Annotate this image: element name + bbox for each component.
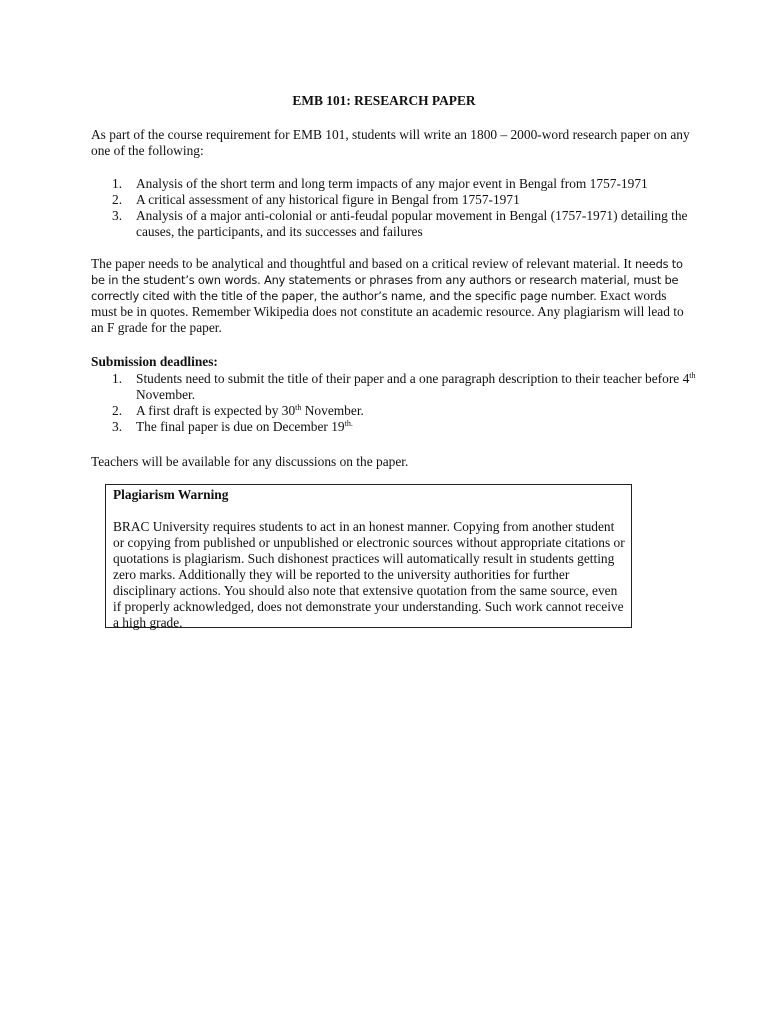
list-number: 2.: [112, 403, 123, 418]
requirements-paragraph: [91, 256, 691, 336]
list-number: 2.: [112, 192, 123, 207]
list-item: [112, 192, 712, 208]
list-number: 1.: [112, 371, 123, 386]
requirements-text-part-3: Exact words must be in quotes. Remember Wikipedia does not constitute an academic resource. Any plagiarism will lead to an F grade for the paper.: [91, 288, 684, 335]
list-number: 3.: [112, 419, 123, 434]
topic-list: [112, 176, 712, 240]
list-number: 3.: [112, 208, 123, 223]
requirements-text-part-2: needs to be in the student’s own words. Any statements or phrases from any authors or research material, must be correctly cited with the title of the paper, the author’s name, and the specific page number.: [91, 257, 683, 303]
ordinal-suffix: th: [689, 371, 696, 380]
warning-text: BRAC University requires students to act in an honest manner. Copying from another student or copying from published or unpublished or electronic sources without appropriate citations or quotations is plagiarism. Such dishonest practices will automatically result in students getting zero marks. Additionally they will be reported to the university authorities for further disciplinary actions. You should also note that extensive quotation from the same source, even if properly acknowledged, does not demonstrate your understanding. Such work cannot receive a high grade.: [113, 519, 625, 630]
ordinal-suffix: th.: [344, 419, 353, 428]
ordinal-suffix: th: [295, 403, 302, 412]
list-item: [112, 371, 712, 403]
list-item: [112, 403, 712, 419]
deadline-text-main: A first draft is expected by 30: [136, 403, 296, 418]
list-item-text: Analysis of the short term and long term impacts of any major event in Bengal from 1757-1971: [136, 176, 648, 191]
warning-title: Plagiarism Warning: [113, 487, 229, 502]
requirements-text-part-1: The paper needs to be analytical and thoughtful and based on a critical review of relevant material. It: [91, 256, 632, 271]
deadline-text: [136, 403, 364, 418]
list-item: [112, 208, 712, 240]
deadline-text-main: The final paper is due on December 19: [136, 419, 345, 434]
list-item-text: Analysis of a major anti-colonial or anti-feudal popular movement in Bengal (1757-1971) detailing the causes, the participants, and its successes and failures: [136, 208, 688, 239]
deadlines-heading: Submission deadlines:: [91, 354, 218, 369]
teachers-note: Teachers will be available for any discussions on the paper.: [91, 454, 409, 469]
page-title: EMB 101: RESEARCH PAPER: [292, 93, 476, 108]
list-item: [112, 419, 712, 435]
deadline-list: [112, 371, 712, 435]
deadline-text-end: November.: [301, 403, 364, 418]
deadline-text: [136, 371, 696, 402]
plagiarism-warning-box: [105, 484, 632, 628]
deadline-text: [136, 419, 353, 434]
intro-paragraph: As part of the course requirement for EMB 101, students will write an 1800 – 2000-word research paper on any one of the following:: [91, 127, 690, 158]
deadline-text-end: November.: [136, 387, 196, 402]
list-number: 1.: [112, 176, 123, 191]
list-item-text: A critical assessment of any historical figure in Bengal from 1757-1971: [136, 192, 520, 207]
list-item: [112, 176, 712, 192]
deadline-text-main: Students need to submit the title of their paper and a one paragraph description to their teacher before 4: [136, 371, 690, 386]
